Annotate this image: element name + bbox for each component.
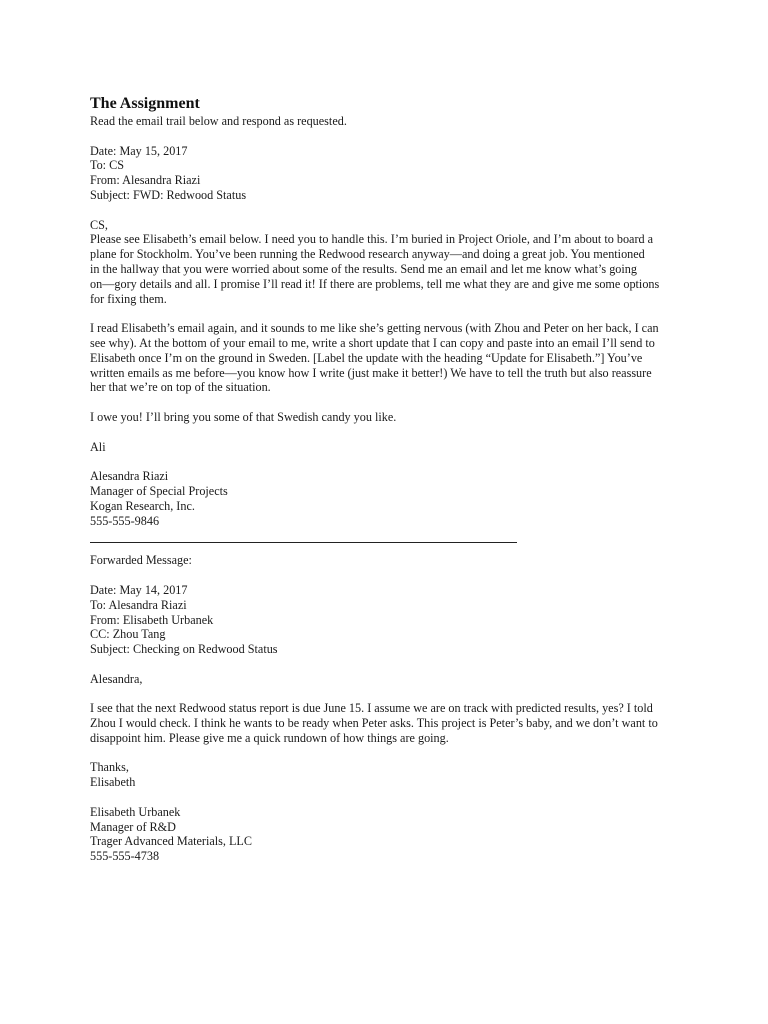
email1-date: Date: May 15, 2017: [90, 143, 188, 158]
paragraph-line: in the hallway that you were worried about some of the results. Send me an email and let me know what’s going: [90, 261, 637, 276]
signature-title: Manager of Special Projects: [90, 483, 228, 498]
paragraph-line: for fixing them.: [90, 291, 167, 306]
email1-to: To: CS: [90, 158, 125, 173]
signature-company: Kogan Research, Inc.: [90, 498, 195, 513]
page-title: The Assignment: [90, 95, 200, 112]
signature-phone: 555-555-4738: [90, 849, 160, 864]
email1-header: [90, 144, 690, 203]
email2-date: Date: May 14, 2017: [90, 582, 188, 597]
email2-header: [90, 583, 690, 657]
email1-paragraph-2: [90, 321, 690, 395]
email1-paragraph-1: [90, 232, 690, 306]
paragraph-line: Please see Elisabeth’s email below. I need you to handle this. I’m buried in Project Oriole, and I’m about to board a: [90, 232, 654, 247]
paragraph-line: plane for Stockholm. You’ve been running the Redwood research anyway—and doing a great job. You mentioned: [90, 247, 645, 262]
paragraph-line: see why). At the bottom of your email to me, write a short update that I can copy and paste into an email I’ll send to: [90, 335, 655, 350]
paragraph-line: her that we’re on top of the situation.: [90, 380, 271, 395]
email2-closing: [90, 760, 690, 790]
email2-cc: CC: Zhou Tang: [90, 627, 166, 642]
paragraph-line: Zhou I would check. I think he wants to be ready when Peter asks. This project is Peter’s baby, and we don’t want to: [90, 716, 658, 731]
document-page: [90, 94, 690, 864]
signature-name: Alesandra Riazi: [90, 469, 169, 484]
paragraph-line: disappoint him. Please give me a quick rundown of how things are going.: [90, 730, 449, 745]
email2-paragraph-1: [90, 701, 690, 745]
paragraph-line: written emails as me before—you know how I write (just make it better!) We have to tell the truth but also reassure: [90, 365, 652, 380]
closing-name: Elisabeth: [90, 775, 136, 790]
email2-greeting: Alesandra,: [90, 671, 143, 686]
paragraph-line: I see that the next Redwood status report is due June 15. I assume we are on track with predicted results, yes? I told: [90, 701, 653, 716]
instruction-text: Read the email trail below and respond as requested.: [90, 114, 347, 128]
signature-name: Elisabeth Urbanek: [90, 804, 181, 819]
paragraph-line: Elisabeth once I’m on the ground in Sweden. [Label the update with the heading “Update for Elisabeth.”] You’ve: [90, 350, 643, 365]
separator-line: [90, 542, 517, 543]
email1-from: From: Alesandra Riazi: [90, 173, 201, 188]
email2-to: To: Alesandra Riazi: [90, 597, 187, 612]
email1-greeting: CS,: [90, 217, 108, 232]
signature-title: Manager of R&D: [90, 819, 176, 834]
email2-from: From: Elisabeth Urbanek: [90, 612, 214, 627]
email2-subject: Subject: Checking on Redwood Status: [90, 642, 278, 657]
paragraph-line: on—gory details and all. I promise I’ll read it! If there are problems, tell me what they are and give me some options: [90, 276, 660, 291]
forwarded-label: Forwarded Message:: [90, 553, 192, 568]
signature-company: Trager Advanced Materials, LLC: [90, 834, 253, 849]
closing-line: Thanks,: [90, 760, 129, 775]
email1-signoff: Ali: [90, 439, 106, 454]
paragraph-line: I read Elisabeth’s email again, and it sounds to me like she’s getting nervous (with Zhou and Peter on her back, I can: [90, 321, 659, 336]
email1-subject: Subject: FWD: Redwood Status: [90, 187, 247, 202]
email1-paragraph-3: I owe you! I’ll bring you some of that Swedish candy you like.: [90, 409, 397, 424]
signature-phone: 555-555-9846: [90, 513, 160, 528]
email1-signature: [90, 469, 690, 528]
email2-signature: [90, 805, 690, 864]
